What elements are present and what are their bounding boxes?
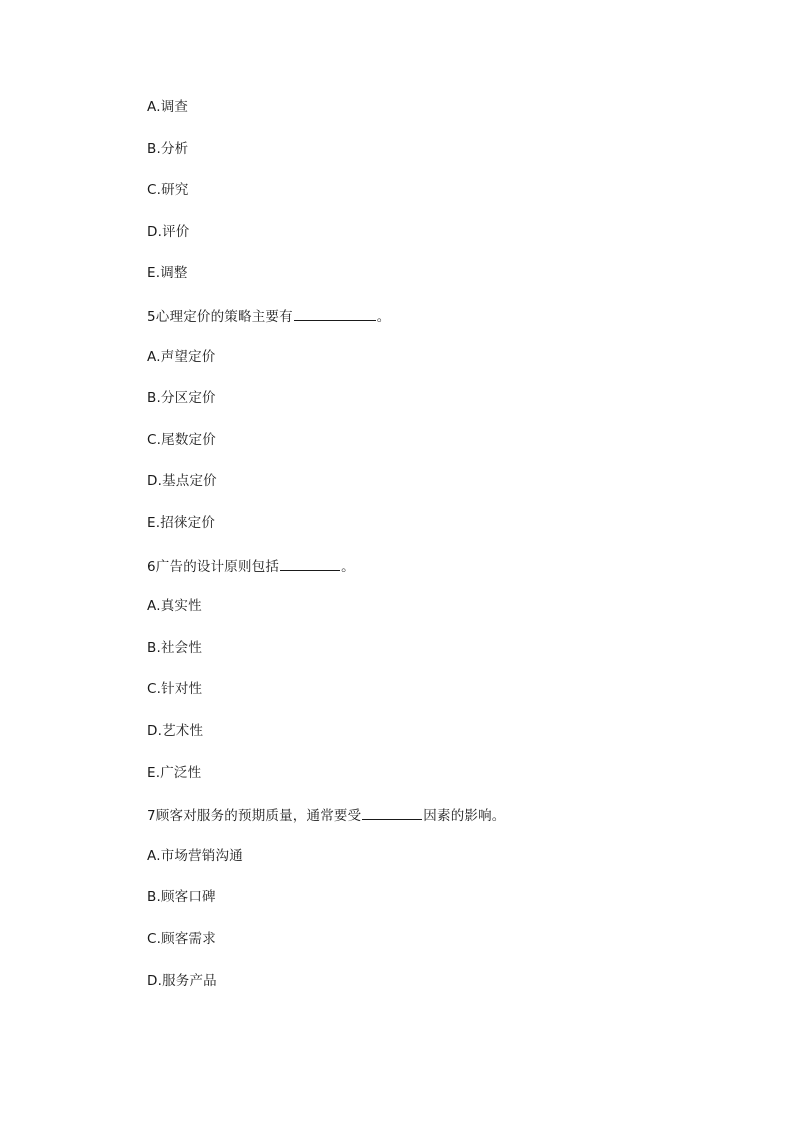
q6-option-e: E.广泛性 — [147, 765, 202, 781]
q4-option-c: C.研究 — [147, 182, 189, 198]
q6-option-d: D.艺术性 — [147, 723, 204, 739]
q4-option-b: B.分析 — [147, 141, 189, 157]
question-5 — [147, 306, 391, 326]
q5-option-e: E.招徕定价 — [147, 515, 216, 531]
q7-option-d: D.服务产品 — [147, 973, 217, 989]
answer-blank — [280, 556, 340, 571]
question-7-text: 7顾客对服务的预期质量，通常要受 — [147, 808, 362, 824]
q5-option-d: D.基点定价 — [147, 473, 217, 489]
question-7 — [147, 805, 506, 825]
q4-option-a: A.调查 — [147, 99, 189, 115]
answer-blank — [362, 805, 422, 820]
question-6-suffix: 。 — [341, 559, 355, 575]
question-7-suffix: 因素的影响。 — [423, 808, 506, 824]
q6-option-c: C.针对性 — [147, 681, 203, 697]
q6-option-b: B.社会性 — [147, 640, 203, 656]
question-6-text: 6广告的设计原则包括 — [147, 559, 280, 575]
question-5-text: 5心理定价的策略主要有 — [147, 309, 293, 325]
q5-option-a: A.声望定价 — [147, 349, 216, 365]
question-6 — [147, 556, 355, 576]
q7-option-c: C.顾客需求 — [147, 931, 216, 947]
q6-option-a: A.真实性 — [147, 598, 202, 614]
q7-option-a: A.市场营销沟通 — [147, 848, 243, 864]
answer-blank — [294, 306, 376, 321]
q7-option-b: B.顾客口碑 — [147, 889, 216, 905]
question-5-suffix: 。 — [376, 309, 391, 325]
q5-option-c: C.尾数定价 — [147, 432, 216, 448]
q4-option-e: E.调整 — [147, 265, 188, 281]
q4-option-d: D.评价 — [147, 224, 190, 240]
q5-option-b: B.分区定价 — [147, 390, 216, 406]
